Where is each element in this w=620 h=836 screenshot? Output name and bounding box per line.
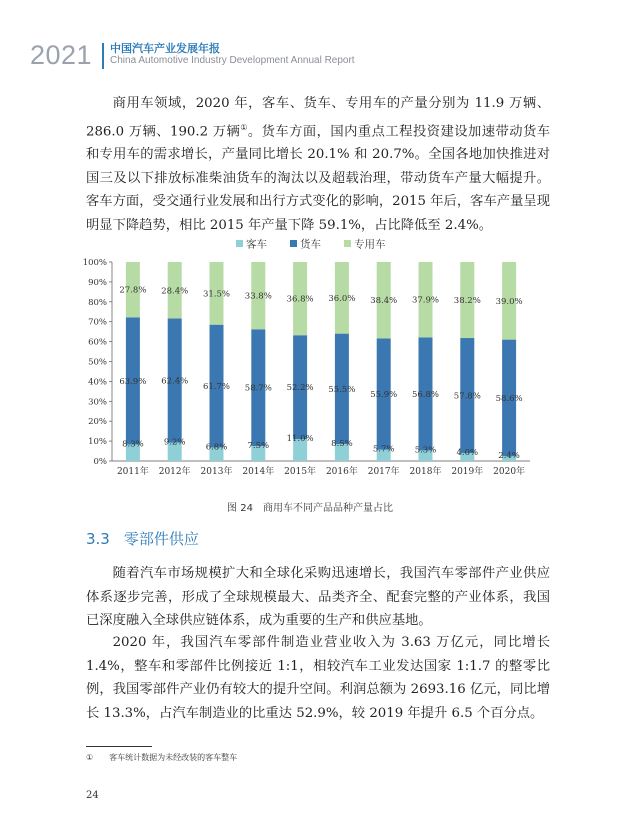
- data-label: 38.2%: [453, 296, 481, 307]
- section-number: 3.3: [86, 530, 110, 548]
- data-label: 55.9%: [370, 390, 398, 401]
- data-label: 11.0%: [286, 434, 314, 445]
- report-title-en: China Automotive Industry Development Annual Report: [110, 55, 355, 66]
- data-label: 5.7%: [372, 444, 395, 455]
- footnote-divider: [86, 746, 152, 747]
- data-label: 37.9%: [411, 295, 440, 306]
- footnote-mark: ①: [86, 753, 94, 762]
- report-year: 2021: [30, 40, 93, 70]
- legend-swatch-0: [236, 240, 243, 247]
- legend-swatch-1: [290, 240, 297, 247]
- data-label: 58.7%: [244, 383, 272, 394]
- legend-label-0: 客车: [246, 238, 267, 251]
- data-label: 38.4%: [370, 296, 398, 307]
- header-divider: [102, 43, 104, 69]
- legend-label-1: 货车: [300, 238, 321, 251]
- footnote-text: 客车统计数据为未经改装的客车整车: [109, 753, 238, 762]
- data-label: 4.0%: [456, 448, 479, 459]
- x-tick-label: 2020年: [493, 467, 526, 477]
- data-label: 52.2%: [286, 383, 314, 394]
- paragraph-text: 商用车领域，2020 年，客车、货车、专用车的产量分别为 11.9 万辆、286.0 万辆、190.2 万辆: [86, 96, 550, 139]
- data-label: 62.4%: [161, 376, 189, 387]
- y-tick-label: 60%: [88, 337, 107, 348]
- data-label: 6.8%: [205, 442, 228, 453]
- stacked-bar-chart: [70, 234, 550, 496]
- y-tick-label: 30%: [88, 397, 107, 408]
- section-title: 零部件供应: [123, 530, 199, 548]
- figure-caption: 图 24 商用车不同产品品种产量占比: [227, 503, 393, 514]
- page-number: 24: [86, 790, 99, 801]
- x-tick-label: 2013年: [200, 467, 233, 477]
- section-heading: [86, 528, 199, 549]
- paragraph-text-cont: 。货车方面，国内重点工程投资建设加速带动货车和专用车的需求增长，产量同比增长 20.1% 和 20.7%。全国各地加快推进对国三及以下排放标准柴油货车的淘汰以及超载治理，带动货车产量大幅提升。客车方面，受交通行业发展和出行方式变化的影响，2015 年后，客车产量呈现明显下降趋势，相比 2015 年产量下降 59.1%，占比降低至 2.4%。: [86, 123, 551, 233]
- legend-label-2: 专用车: [354, 238, 386, 251]
- y-tick-label: 50%: [88, 357, 107, 368]
- data-label: 36.8%: [286, 294, 314, 305]
- x-tick-label: 2011年: [116, 467, 149, 477]
- data-label: 63.9%: [119, 376, 147, 387]
- data-label: 5.3%: [414, 445, 437, 456]
- data-label: 7.5%: [247, 441, 270, 452]
- data-label: 58.6%: [495, 393, 523, 404]
- data-label: 61.7%: [202, 382, 231, 393]
- x-tick-label: 2012年: [158, 467, 191, 477]
- x-tick-label: 2017年: [367, 467, 400, 477]
- data-label: 31.5%: [202, 289, 231, 300]
- legend-swatch-2: [344, 240, 351, 247]
- x-tick-label: 2015年: [284, 467, 317, 477]
- footnote-reference[interactable]: ①: [240, 122, 248, 132]
- report-title-cn: 中国汽车产业发展年报: [110, 42, 220, 55]
- data-label: 9.2%: [163, 437, 186, 448]
- data-label: 56.8%: [411, 389, 440, 400]
- paragraph-parts-revenue: 2020 年，我国汽车零部件制造业营业收入为 3.63 万亿元，同比增长 1.4%，整车和零部件比例接近 1:1，相较汽车工业发达国家 1:1.7 的整零比例，我国零部件产业仍有较大的提升空间。利润总额为 2693.16 亿元，同比增长 13.3%，占汽车制造业的比重达 52.9%，较 2019 年提升 6.5 个百分点。: [86, 635, 550, 721]
- y-tick-label: 100%: [82, 258, 107, 268]
- data-label: 36.0%: [328, 293, 356, 304]
- y-tick-label: 90%: [88, 277, 107, 288]
- footnote: [86, 752, 237, 763]
- data-label: 2.4%: [498, 451, 520, 462]
- data-label: 33.8%: [244, 291, 272, 302]
- x-tick-label: 2014年: [242, 467, 275, 477]
- y-tick-label: 10%: [88, 437, 107, 448]
- y-tick-label: 20%: [88, 417, 107, 428]
- y-tick-label: 0%: [93, 457, 107, 467]
- x-tick-label: 2016年: [325, 467, 358, 477]
- data-label: 39.0%: [495, 296, 523, 307]
- data-label: 55.5%: [328, 384, 356, 395]
- x-tick-label: 2018年: [409, 467, 442, 477]
- y-tick-label: 70%: [88, 317, 107, 328]
- y-tick-label: 80%: [88, 297, 107, 308]
- data-label: 8.5%: [331, 439, 353, 450]
- x-tick-label: 2019年: [451, 467, 484, 477]
- paragraph-commercial-vehicles: [86, 92, 550, 237]
- y-tick-label: 40%: [88, 377, 107, 388]
- data-label: 28.4%: [161, 286, 189, 297]
- data-label: 27.8%: [119, 285, 147, 296]
- data-label: 57.8%: [453, 391, 481, 402]
- data-label: 8.3%: [122, 439, 144, 450]
- paragraph-supply-system: 随着汽车市场规模扩大和全球化采购迅速增长，我国汽车零部件产业供应体系逐步完善，形成了全球规模最大、品类齐全、配套完整的产业体系，我国已深度融入全球供应链体系，成为重要的生产和供应基地。: [86, 566, 550, 628]
